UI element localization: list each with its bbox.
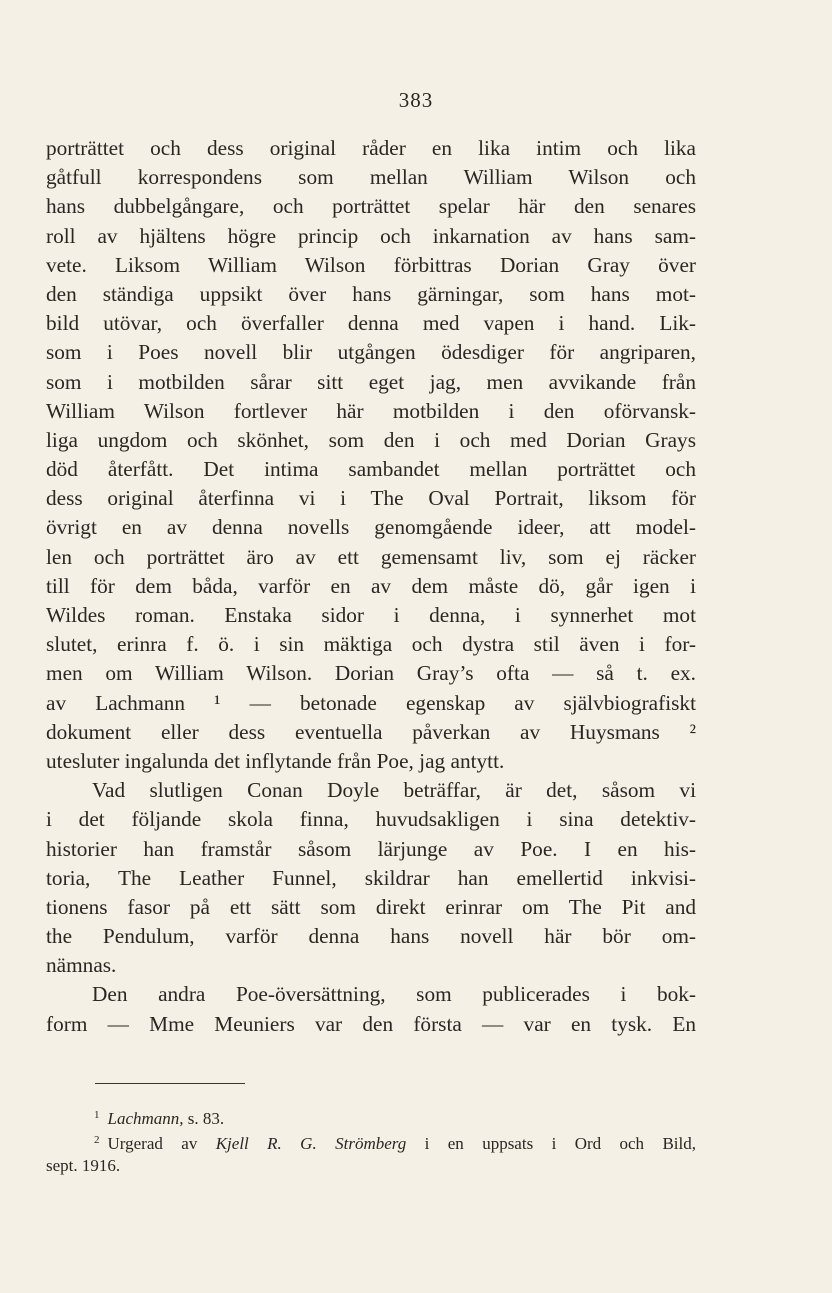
text-line: historier han framstår såsom lärjunge av Poe. I en his-: [46, 836, 696, 861]
text-line: liga ungdom och skönhet, som den i och med Dorian Grays: [46, 427, 696, 452]
footnote-divider: [95, 1083, 245, 1084]
body-text: [46, 134, 696, 1039]
text-line: Den andra Poe-översättning, som publicerades i bok-: [92, 982, 696, 1007]
text-line: hans dubbelgångare, och porträttet spelar här den senares: [46, 194, 696, 219]
text-line: till för dem båda, varför en av dem måste dö, går igen i: [46, 573, 696, 598]
text-line: toria, The Leather Funnel, skildrar han emellertid inkvisi-: [46, 865, 696, 890]
footnote-author: Lachmann,: [107, 1109, 184, 1128]
text-line: död återfått. Det intima sambandet mellan porträttet och: [46, 457, 696, 482]
footnote-2-continuation: sept. 1916.: [46, 1156, 121, 1175]
footnote-author: Kjell R. G. Strömberg: [215, 1134, 407, 1153]
text-line: av Lachmann ¹ — betonade egenskap av självbiografiskt: [46, 690, 696, 715]
text-line: dokument eller dess eventuella påverkan av Huysmans ²: [46, 719, 696, 744]
footnote-text: Urgerad av: [107, 1134, 198, 1153]
text-line: tionens fasor på ett sätt som direkt erinrar om The Pit and: [46, 894, 696, 919]
footnote-mark: 2: [94, 1134, 100, 1146]
text-line: roll av hjältens högre princip och inkarnation av hans sam-: [46, 223, 696, 248]
footnote-mark: 1: [94, 1109, 100, 1121]
text-line: Wildes roman. Enstaka sidor i denna, i synnerhet mot: [46, 603, 696, 627]
text-line: Vad slutligen Conan Doyle beträffar, är det, såsom vi: [92, 778, 696, 803]
footnote-text: s. 83.: [187, 1109, 225, 1128]
footnotes: [46, 1103, 696, 1178]
text-line: vete. Liksom William Wilson förbittras Dorian Gray över: [46, 252, 696, 277]
text-line: men om William Wilson. Dorian Gray’s ofta — så t. ex.: [46, 661, 696, 686]
text-line: utesluter ingalunda det inflytande från Poe, jag antytt.: [46, 748, 505, 773]
text-line: gåtfull korrespondens som mellan William Wilson och: [46, 165, 696, 190]
text-line: form — Mme Meuniers var den första — var en tysk. En: [46, 1011, 696, 1036]
text-line: len och porträttet äro av ett gemensamt liv, som ej räcker: [46, 544, 696, 569]
text-line: bild utövar, och överfaller denna med vapen i hand. Lik-: [46, 311, 696, 336]
text-line: the Pendulum, varför denna hans novell här bör om-: [46, 924, 696, 949]
text-line: i det följande skola finna, huvudsakligen i sina detektiv-: [46, 807, 696, 832]
footnote-text: i en uppsats i Ord och Bild,: [424, 1134, 696, 1153]
text-line: den ständiga uppsikt över hans gärningar, som hans mot-: [46, 281, 696, 306]
page-number: 383: [398, 88, 434, 112]
text-line: övrigt en av denna novells genomgående ideer, att model-: [46, 515, 696, 540]
text-line: porträttet och dess original råder en lika intim och lika: [46, 136, 696, 160]
text-line: som i motbilden sårar sitt eget jag, men avvikande från: [46, 369, 696, 394]
footnote-1: [46, 1103, 696, 1128]
footnote-2: [46, 1128, 696, 1153]
text-line: dess original återfinna vi i The Oval Portrait, liksom för: [46, 486, 696, 511]
text-line: nämnas.: [46, 953, 117, 978]
text-line: slutet, erinra f. ö. i sin mäktiga och dystra stil även i for-: [46, 632, 696, 657]
text-line: William Wilson fortlever här motbilden i den oförvansk-: [46, 398, 696, 423]
text-line: som i Poes novell blir utgången ödesdiger för angriparen,: [46, 340, 696, 365]
